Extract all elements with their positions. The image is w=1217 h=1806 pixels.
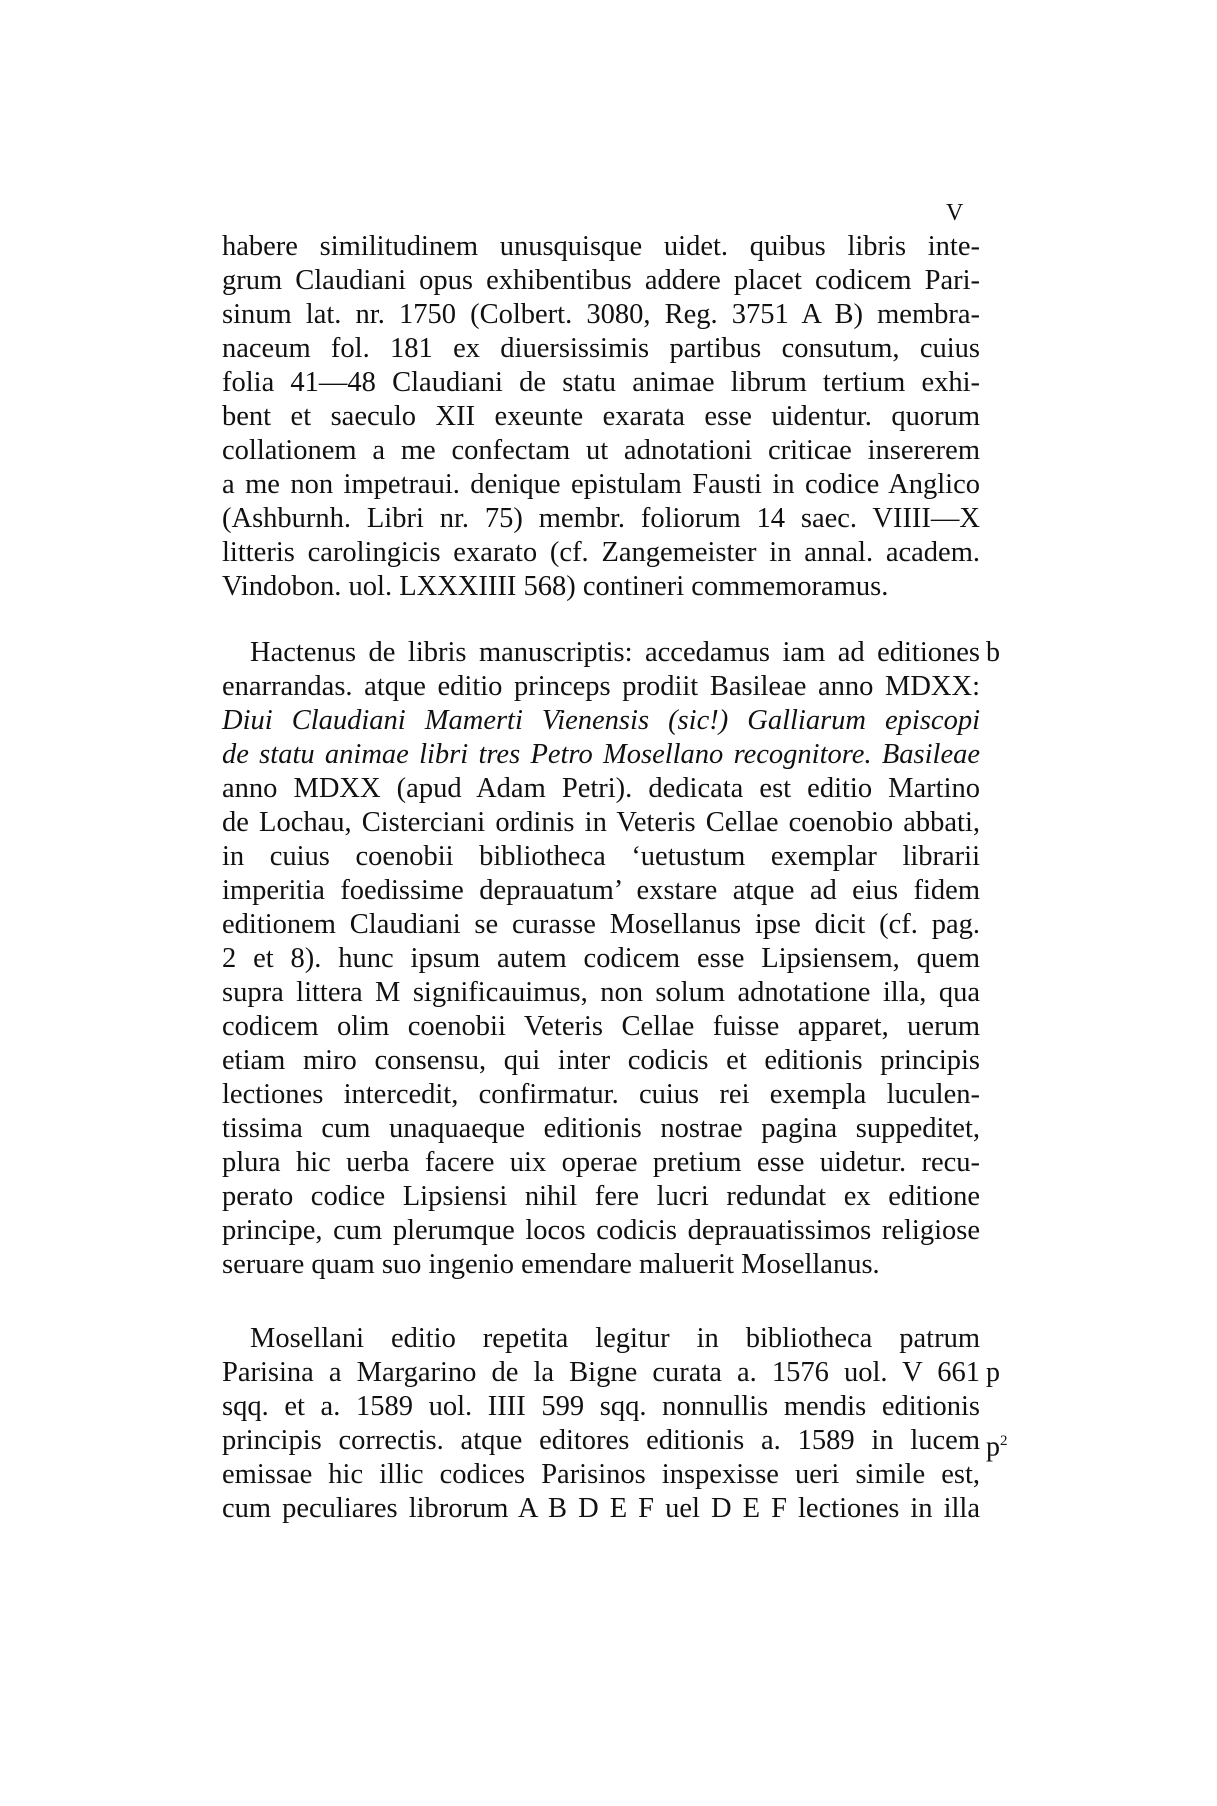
text-line: (Ashburnh. Libri nr. 75) membr. foliorum 14 saec. VIIII—X xyxy=(222,503,980,534)
margin-marker-p: p xyxy=(986,1357,1000,1388)
text-line: naceum fol. 181 ex diuersissimis partibus consutum, cuius xyxy=(222,333,980,364)
text-line: collationem a me confectam ut adnotationi criticae insererem xyxy=(222,435,980,466)
text-line: Parisina a Margarino de la Bigne curata a. 1576 uol. V 661 xyxy=(222,1357,980,1388)
text-line: codicem olim coenobii Veteris Cellae fuisse apparet, uerum xyxy=(222,1011,980,1042)
text-line: principe, cum plerumque locos codicis deprauatissimos religiose xyxy=(222,1215,980,1246)
text-line: plura hic uerba facere uix operae pretium esse uidetur. recu- xyxy=(222,1147,980,1178)
text-line: supra littera M significauimus, non solum adnotatione illa, qua xyxy=(222,977,980,1008)
text-line: habere similitudinem unusquisque uidet. quibus libris inte- xyxy=(222,231,980,262)
text-line: etiam miro consensu, qui inter codicis et editionis principis xyxy=(222,1045,980,1076)
text-line: Mosellani editio repetita legitur in bibliotheca patrum xyxy=(250,1323,980,1354)
margin-marker-p2-letter: p xyxy=(986,1431,1000,1463)
text-line: litteris carolingicis exarato (cf. Zangemeister in annal. academ. xyxy=(222,537,980,568)
text-line: imperitia foedissime deprauatum’ exstare atque ad eius fidem xyxy=(222,875,980,906)
margin-marker-b: b xyxy=(986,637,1000,668)
text-line: folia 41—48 Claudiani de statu animae librum tertium exhi- xyxy=(222,367,980,398)
text-line: sinum lat. nr. 1750 (Colbert. 3080, Reg. 3751 A B) membra- xyxy=(222,299,980,330)
margin-marker-p2-sup: 2 xyxy=(1000,1433,1008,1449)
text-line: grum Claudiani opus exhibentibus addere placet codicem Pari- xyxy=(222,265,980,296)
text-line: seruare quam suo ingenio emendare maluerit Mosellanus. xyxy=(222,1249,880,1280)
text-line: Vindobon. uol. LXXXIIII 568) contineri commemoramus. xyxy=(222,571,889,602)
text-line: bent et saeculo XII exeunte exarata esse uidentur. quorum xyxy=(222,401,980,432)
text-line: Diui Claudiani Mamerti Vienensis (sic!) Galliarum episcopi xyxy=(222,705,980,736)
text-line: de statu animae libri tres Petro Mosellano recognitore. Basileae xyxy=(222,739,980,770)
page-number: V xyxy=(946,200,965,226)
text-line: emissae hic illic codices Parisinos inspexisse ueri simile est, xyxy=(222,1459,980,1490)
text-line: tissima cum unaquaeque editionis nostrae pagina suppeditet, xyxy=(222,1113,980,1144)
text-line: enarrandas. atque editio princeps prodiit Basileae anno MDXX: xyxy=(222,671,980,702)
text-line: perato codice Lipsiensi nihil fere lucri redundat ex editione xyxy=(222,1181,980,1212)
text-line: a me non impetraui. denique epistulam Fausti in codice Anglico xyxy=(222,469,980,500)
text-line: anno MDXX (apud Adam Petri). dedicata est editio Martino xyxy=(222,773,980,804)
text-line: cum peculiares librorum A B D E F uel D E F lectiones in illa xyxy=(222,1493,980,1524)
text-line: de Lochau, Cisterciani ordinis in Veteris Cellae coenobio abbati, xyxy=(222,807,980,838)
text-line: lectiones intercedit, confirmatur. cuius rei exempla luculen- xyxy=(222,1079,980,1110)
text-line: 2 et 8). hunc ipsum autem codicem esse Lipsiensem, quem xyxy=(222,943,980,974)
text-line: in cuius coenobii bibliotheca ‘uetustum exemplar librarii xyxy=(222,841,980,872)
text-line: Hactenus de libris manuscriptis: accedamus iam ad editiones xyxy=(250,637,980,668)
margin-marker-p2 xyxy=(986,1424,1008,1464)
text-line: sqq. et a. 1589 uol. IIII 599 sqq. nonnullis mendis editionis xyxy=(222,1391,980,1422)
text-line: principis correctis. atque editores editionis a. 1589 in lucem xyxy=(222,1425,980,1456)
text-line: editionem Claudiani se curasse Mosellanus ipse dicit (cf. pag. xyxy=(222,909,980,940)
